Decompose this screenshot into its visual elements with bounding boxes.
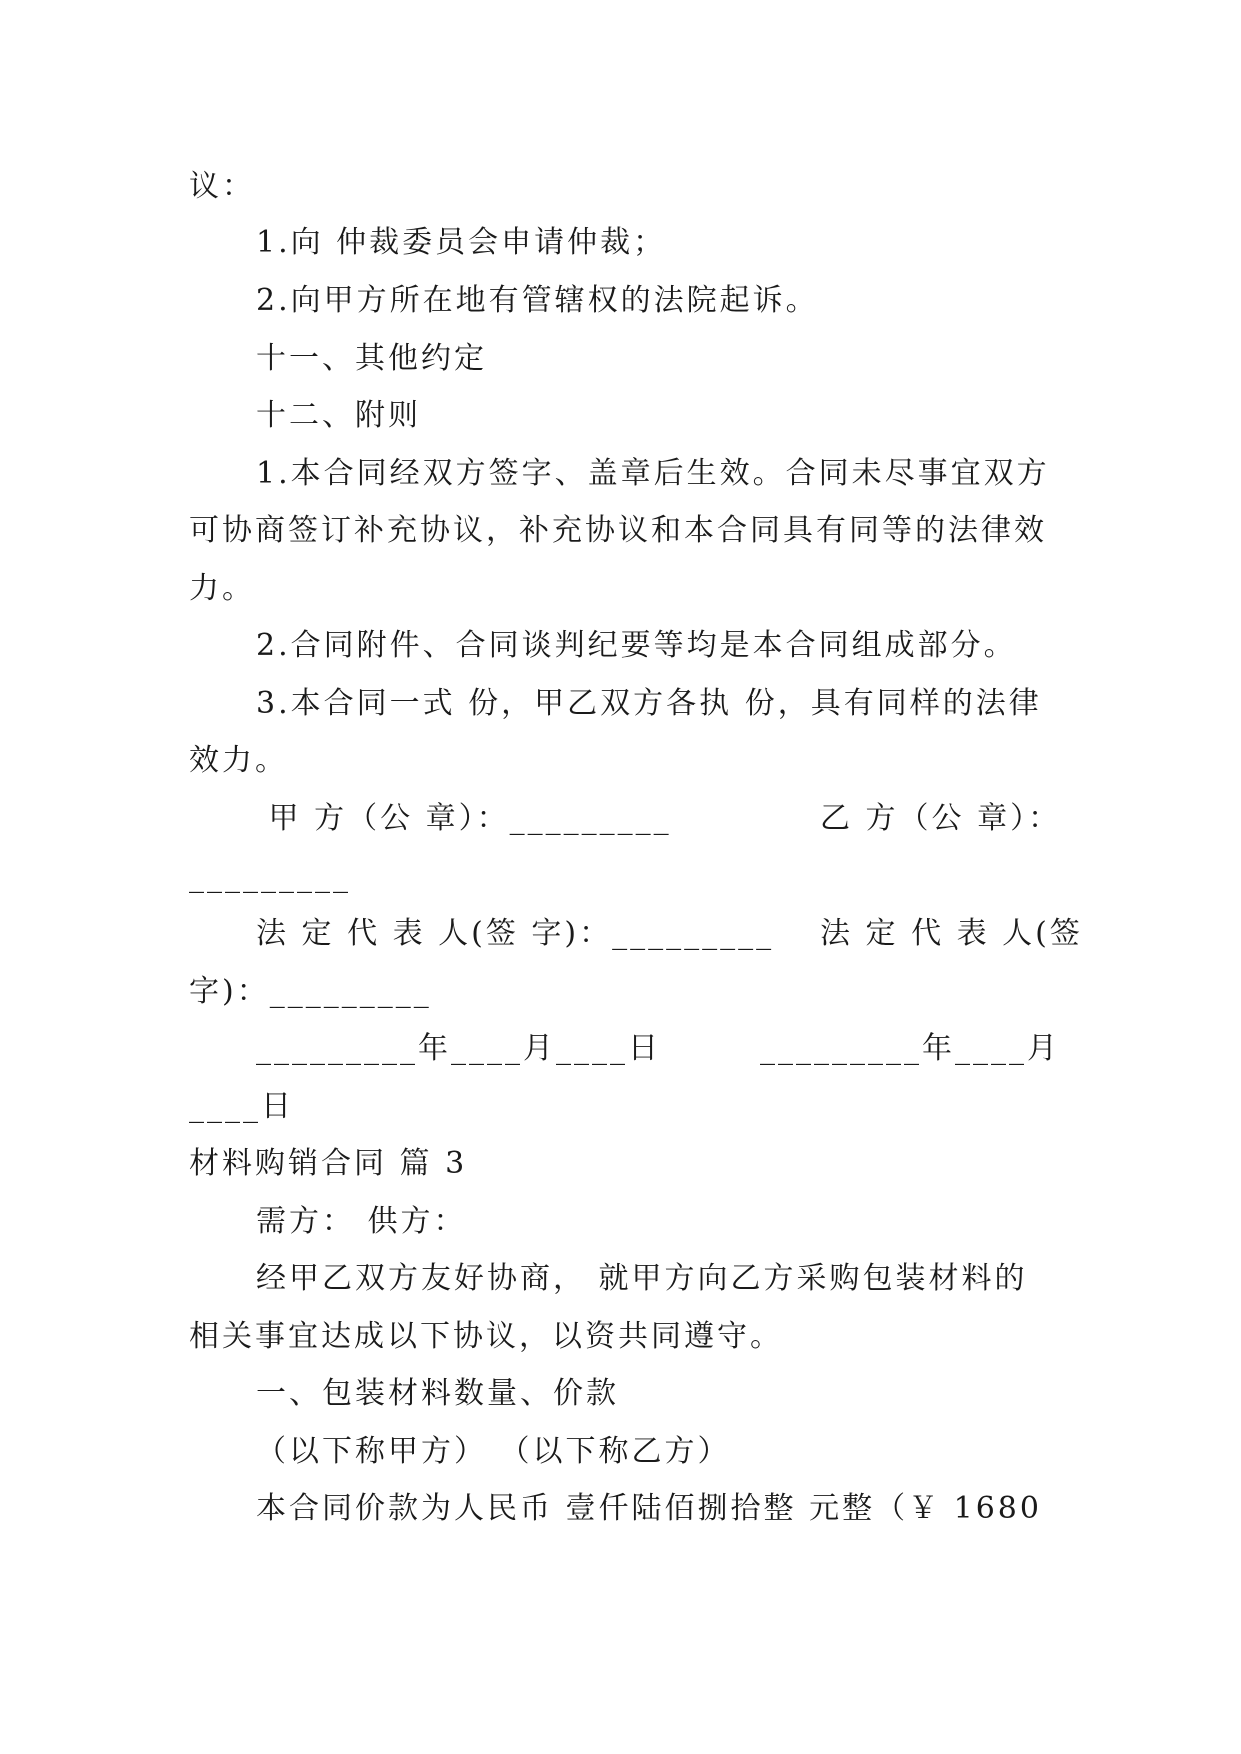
text-line: 效力。	[189, 743, 288, 778]
signature-blank: 字)：_________	[189, 974, 432, 1009]
text-line: 相关事宜达成以下协议，以资共同遵守。	[189, 1319, 783, 1354]
text-line: 可协商签订补充协议，补充协议和本合同具有同等的法律效	[189, 513, 1047, 548]
text-line: 1.本合同经双方签字、盖章后生效。合同未尽事宜双方	[256, 456, 1050, 491]
text-line: 2.合同附件、合同谈判纪要等均是本合同组成部分。	[256, 628, 1017, 663]
text-line: （以下称甲方） （以下称乙方）	[256, 1434, 731, 1469]
signature-blank: _________	[189, 859, 351, 894]
section-heading: 十二、附则	[256, 398, 421, 433]
parties-line: 需方： 供方：	[256, 1204, 467, 1239]
text-line: 经甲乙双方友好协商， 就甲方向乙方采购包装材料的	[256, 1261, 1028, 1296]
section-heading: 十一、其他约定	[256, 341, 487, 376]
party-a-date-blank: _________年____月____日	[256, 1031, 661, 1066]
text-line: 1.向 仲裁委员会申请仲裁；	[256, 225, 667, 260]
party-a-seal-label: 甲 方（公 章）：_________	[256, 801, 672, 836]
party-b-seal-label: 乙 方（公 章）：	[820, 801, 1062, 836]
text-line: 2.向甲方所在地有管辖权的法院起诉。	[256, 283, 819, 318]
text-line: 力。	[189, 571, 255, 606]
party-a-representative-label: 法 定 代 表 人(签 字)：_________	[256, 916, 775, 951]
text-line: 本合同价款为人民币 壹仟陆佰捌拾整 元整（￥ 1680	[256, 1491, 1042, 1526]
party-b-date-blank: _________年____月	[760, 1031, 1060, 1066]
text-line: 议：	[189, 169, 255, 204]
section-heading: 一、包装材料数量、价款	[256, 1376, 619, 1411]
date-blank: ____日	[189, 1089, 294, 1124]
contract-title: 材料购销合同 篇 3	[189, 1146, 468, 1181]
text-line: 3.本合同一式 份，甲乙双方各执 份，具有同样的法律	[256, 686, 1042, 721]
party-b-representative-label: 法 定 代 表 人(签	[820, 916, 1083, 951]
